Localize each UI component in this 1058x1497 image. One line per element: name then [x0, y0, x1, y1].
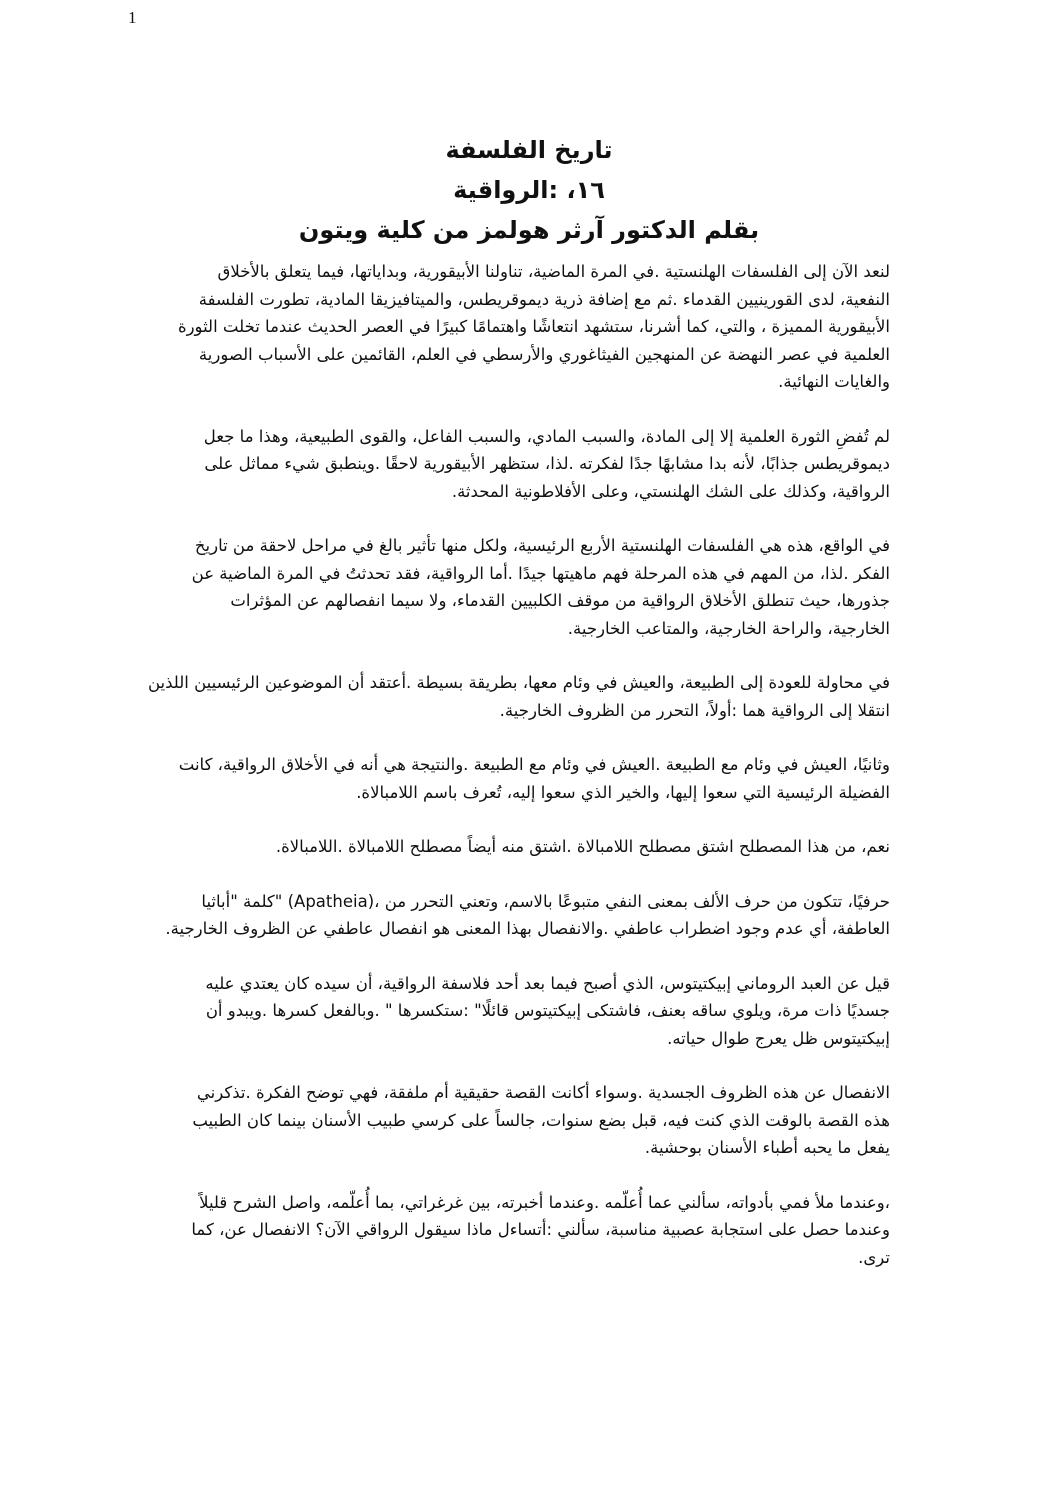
paragraph: [130, 258, 890, 396]
paragraph-line: في محاولة للعودة إلى الطبيعة، والعيش في وئام معها، بطريقة بسيطة .أعتقد أن الموضوعين الرئيسيين اللذين: [147, 673, 890, 692]
paragraph-line: جذورها، حيث تنطلق الأخلاق الرواقية من موقف الكلبيين القدماء، ولا سيما انفصالهم عن المؤثرات: [230, 591, 890, 610]
paragraph-line: العاطفة، أي عدم وجود اضطراب عاطفي .والانفصال بهذا المعنى هو انفصال عاطفي عن الظروف الخارجية.: [165, 919, 890, 938]
paragraph-line: يفعل ما يحبه أطباء الأسنان بوحشية.: [644, 1138, 890, 1157]
paragraph: [130, 888, 890, 943]
paragraph-line: والغايات النهائية.: [778, 372, 890, 391]
paragraph-line: جسديًا ذات مرة، ويلوي ساقه بعنف، فاشتكى إبيكتيتوس قائلًا" :ستكسرها " .وبالفعل كسرها .ويبدو أن: [205, 1001, 890, 1020]
document-title: [0, 130, 1058, 250]
title-line-1: تاريخ الفلسفة: [445, 136, 613, 164]
paragraph-line: هذه القصة بالوقت الذي كنت فيه، قبل بضع سنوات، جالساً على كرسي طبيب الأسنان بينما كان الطبيب: [192, 1110, 890, 1130]
paragraph: [130, 423, 890, 506]
title-line-3: بقلم الدكتور آرثر هولمز من كلية ويتون: [298, 216, 760, 244]
paragraph-line: الأبيقورية المميزة ، والتي، كما أشرنا، ستشهد انتعاشًا واهتمامًا كبيرًا في العصر الحديث عندما تخلت الثورة: [177, 317, 890, 336]
paragraph-line: حرفيًا، تتكون من حرف الألف بمعنى النفي متبوعًا بالاسم، وتعني التحرر من ،(Apatheia) "كلمة "أباثيا: [201, 891, 890, 911]
paragraph-line: وعندما حصل على استجابة عصبية مناسبة، سألني :أتساءل ماذا سيقول الرواقي الآن؟ الانفصال عن، كما: [191, 1220, 890, 1239]
paragraph-line: الانفصال عن هذه الظروف الجسدية .وسواء أكانت القصة حقيقية أم ملفقة، فهي توضح الفكرة .تذكرني: [196, 1083, 890, 1102]
paragraph: [130, 532, 890, 642]
paragraph-line: إبيكتيتوس ظل يعرج طوال حياته.: [667, 1028, 890, 1048]
paragraph-line: الفضيلة الرئيسية التي سعوا إليها، والخير الذي سعوا إليه، تُعرف باسم اللامبالاة.: [356, 782, 890, 802]
paragraph-line: ،وعندما ملأ فمي بأدواته، سألني عما أُعلّمه .وعندما أخبرته، بين غرغراتي، بما أُعلّمه، واصل الشرح قليلاً: [199, 1192, 890, 1212]
paragraph-line: نعم، من هذا المصطلح اشتق مصطلح اللامبالاة .اشتق منه أيضاً مصطلح اللامبالاة .اللامبالاة.: [275, 837, 890, 856]
paragraph-line: الرواقية، وكذلك على الشك الهلنستي، وعلى الأفلاطونية المحدثة.: [451, 481, 890, 501]
paragraph-line: ترى.: [858, 1247, 890, 1267]
paragraph-line: لم تُفضِ الثورة العلمية إلا إلى المادة، والسبب المادي، والسبب الفاعل، والقوى الطبيعية، وهذا ما جعل: [203, 426, 890, 446]
paragraph: [130, 1189, 890, 1272]
paragraph-line: الخارجية، والراحة الخارجية، والمتاعب الخارجية.: [567, 618, 890, 638]
paragraph: [130, 970, 890, 1053]
document-body: [130, 258, 890, 1298]
paragraph: [130, 669, 890, 724]
paragraph: [130, 833, 890, 861]
title-line-2: ١٦، :الرواقية: [453, 176, 605, 204]
paragraph-line: العلمية في عصر النهضة عن المنهجين الفيثاغوري والأرسطي في العلم، القائمين على الأسباب الصورية: [198, 344, 890, 364]
paragraph-line: وثانيًا، العيش في وئام مع الطبيعة .العيش في وئام مع الطبيعة .والنتيجة هي أنه في الأخلاق الرواقية، كانت: [178, 755, 890, 774]
paragraph-line: الفكر .لذا، من المهم في هذه المرحلة فهم ماهيتها جيدًا .أما الرواقية، فقد تحدثتُ في المرة الماضية عن: [191, 563, 890, 583]
paragraph-line: في الواقع، هذه هي الفلسفات الهلنستية الأربع الرئيسية، ولكل منها تأثير بالغ في مراحل لاحقة من تاريخ: [194, 536, 890, 555]
paragraph: [130, 751, 890, 806]
paragraph-line: ديموقريطس جذابًا، لأنه بدا مشابهًا جدًا لفكرته .لذا، ستظهر الأبيقورية لاحقًا .وينطبق شيء مماثل على: [204, 454, 890, 473]
paragraph: [130, 1079, 890, 1162]
paragraph-line: قيل عن العبد الروماني إبيكتيتوس، الذي أصبح فيما بعد أحد فلاسفة الرواقية، أن سيده كان يعتدي عليه: [205, 973, 890, 993]
page-number: 1: [128, 8, 137, 27]
paragraph-line: لنعد الآن إلى الفلسفات الهلنستية .في المرة الماضية، تناولنا الأبيقورية، وبداياتها، فيما يتعلق بالأخلاق: [217, 262, 890, 281]
paragraph-line: النفعية، لدى القورينيين القدماء .ثم مع إضافة ذرية ديموقريطس، والميتافيزيقا المادية، تطورت الفلسفة: [198, 289, 890, 309]
paragraph-line: انتقلا إلى الرواقية هما :أولاً، التحرر من الظروف الخارجية.: [499, 700, 890, 720]
